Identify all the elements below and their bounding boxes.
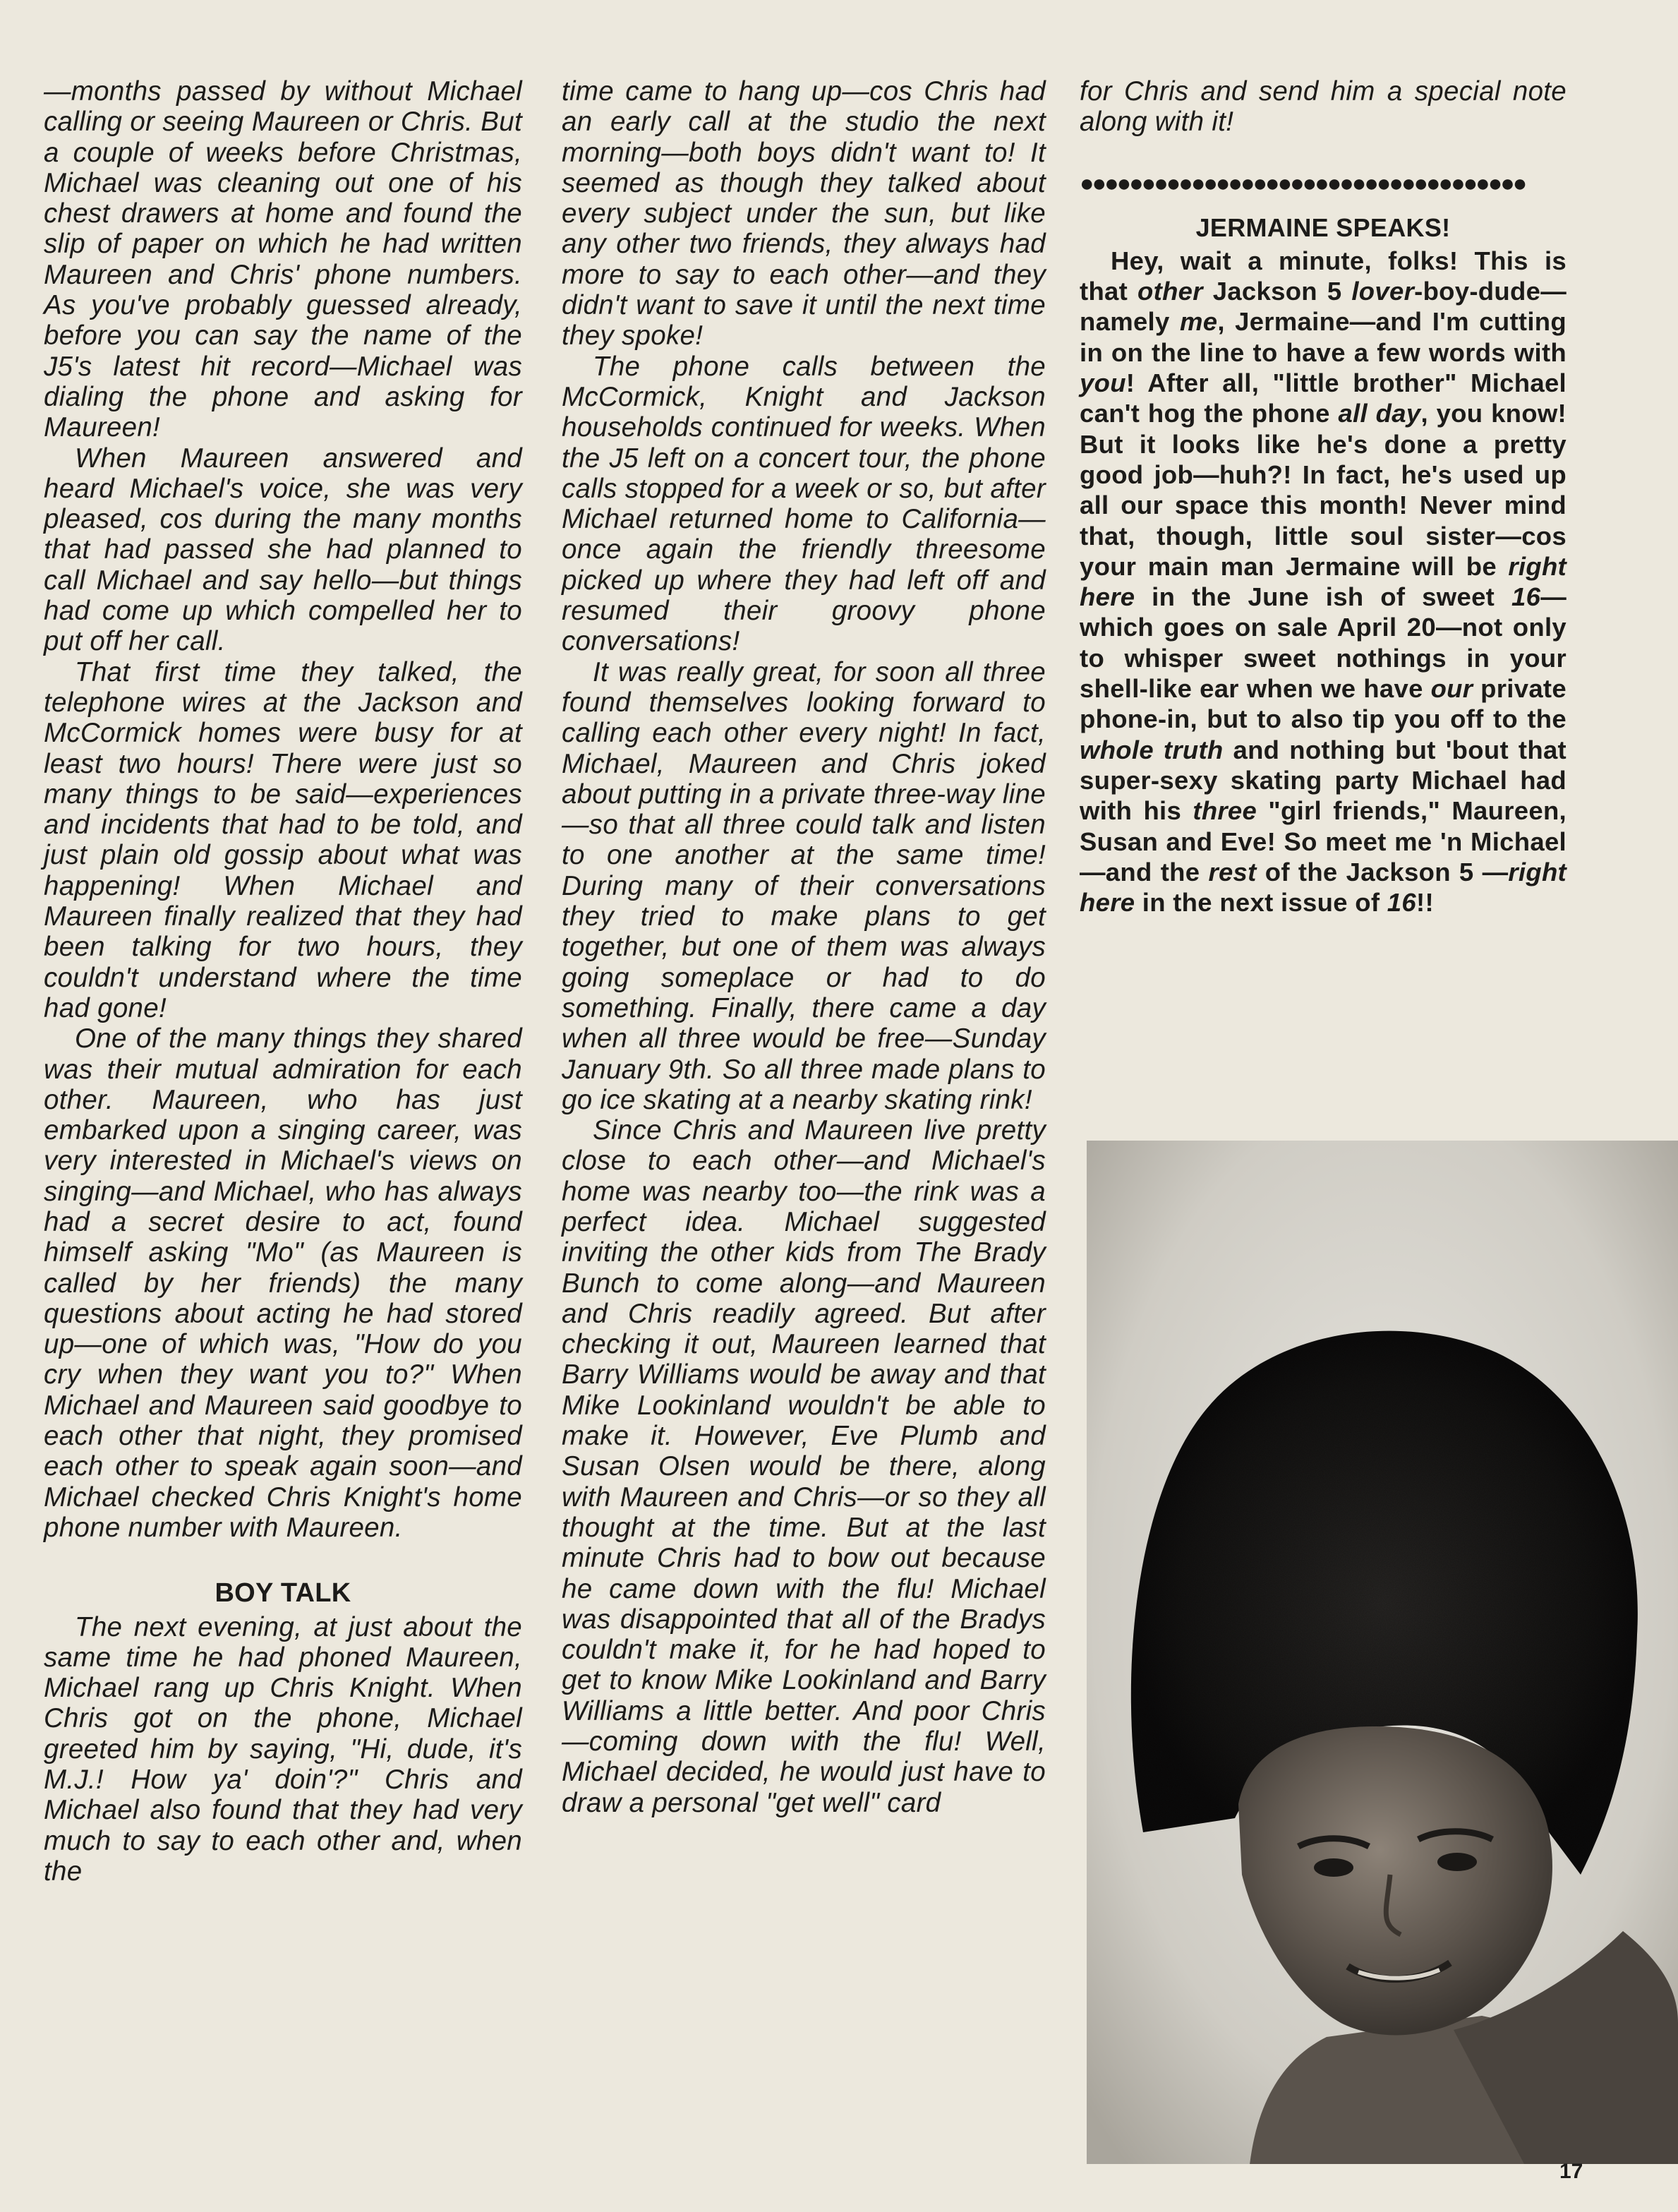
text-run: of the Jackson 5 — (1256, 857, 1509, 886)
article-paragraph: One of the many things they shared was their mutual admiration for each other. Maureen, who has just embarked upon a singing career, was very interested in Michael's views on singing—and Michael, who has always had a secret desire to act, found himself asking "Mo" (as Maureen is called by her friends) the many questions about acting he had stored up—one of which was, "How do you cry when they want you to?" When Michael and Maureen said goodbye to each other that night, they promised each other to speak again soon—and Michael checked Chris Knight's home phone number with Maureen. (44, 1023, 522, 1543)
article-paragraph: The next evening, at just about the same time he had phoned Maureen, Michael rang up Chris Knight. When Chris got on the phone, Michael greeted him by saying, "Hi, dude, it's M.J.! How ya' doin'?" Chris and Michael also found that they had very much to say to each other and, when the (44, 1611, 522, 1887)
emphasis-text: rest (1208, 857, 1257, 886)
emphasis-text: all day (1338, 399, 1421, 428)
article-paragraph: —months passed by without Michael calling or seeing Maureen or Chris. But a couple of weeks before Christmas, Michael was cleaning out one of his chest drawers at home and found the slip of paper on which he had written Maureen and Chris' phone numbers. As you've probably guessed already, before you can say the name of the J5's latest hit record—Michael was dialing the phone and asking for Maureen! (44, 76, 522, 443)
text-run: Jackson 5 (1202, 277, 1352, 306)
column-2-text (562, 76, 1046, 1818)
article-column-3 (1080, 76, 1567, 918)
article-column-1 (44, 76, 522, 1887)
text-run: in the next issue of (1135, 888, 1387, 918)
text-run: !! (1416, 888, 1434, 918)
article-column-2 (562, 76, 1046, 1818)
emphasis-text: three (1193, 796, 1257, 826)
text-run: -boy-dude—namely (1080, 277, 1567, 337)
dot-separator: ●●●●●●●●●●●●●●●●●●●●●●●●●●●●●●●●●●●● (1080, 174, 1526, 193)
portrait-illustration (1087, 1141, 1678, 2164)
column-1-text (44, 76, 522, 1887)
section-heading: BOY TALK (215, 1578, 351, 1609)
emphasis-text: our (1430, 674, 1473, 704)
jermaine-speaks-text (1080, 246, 1567, 918)
emphasis-text: whole truth (1080, 735, 1224, 764)
jermaine-speaks-heading: JERMAINE SPEAKS! (1195, 212, 1451, 242)
portrait-photo (1087, 1141, 1678, 2164)
text-run: private phone-in, but to also tip you off to the (1080, 674, 1567, 734)
article-paragraph: It was really great, for soon all three found themselves looking forward to calling each other every night! In fact, Michael, Maureen and Chris joked about putting in a private three-way line—so that all three could talk and listen to one another at the same time! During many of their conversations they tried to make plans to get together, but one of them was always going someplace or had to do something. Finally, there came a day when all three would be free—Sunday January 9th. So all three made plans to go ice skating at a nearby skating rink! (562, 656, 1046, 1115)
text-run: "girl friends," Maureen, Susan and Eve! So meet me 'n Michael —and the (1080, 796, 1567, 886)
column-3-lead: for Chris and send him a special note along with it! (1080, 76, 1567, 138)
text-run: Hey, wait a minute, folks! This is that (1080, 246, 1567, 306)
emphasis-text: right here (1080, 857, 1567, 918)
emphasis-text: right here (1080, 551, 1567, 612)
article-paragraph: Since Chris and Maureen live pretty close to each other—and Michael's home was nearby too—the rink was a perfect idea. Michael suggested inviting the other kids from The Brady Bunch to come along—and Maureen and Chris readily agreed. But after checking it out, Maureen learned that Barry Williams would be away and that Mike Lookinland wouldn't be able to make it. However, Eve Plumb and Susan Olsen would be there, along with Maureen and Chris—or so they all thought at the time. But at the last minute Chris had to bow out because he came down with the flu! Michael was disappointed that all of the Bradys couldn't make it, for he had hoped to get to know Mike Lookinland and Barry Williams a little better. And poor Chris—coming down with the flu! Well, Michael decided, he would just have to draw a personal "get well" card (562, 1115, 1046, 1818)
emphasis-text: 16 (1511, 582, 1541, 612)
page-number: 17 (1559, 2160, 1583, 2183)
article-paragraph: time came to hang up—cos Chris had an early call at the studio the next morning—both boys didn't want to! It seemed as though they talked about every subject under the sun, but like any other two friends, they always had more to say to each other—and they didn't want to save it until the next time they spoke! (562, 76, 1046, 351)
emphasis-text: lover (1351, 277, 1415, 306)
text-run: —which goes on sale April 20—not only to whisper sweet nothings in your shell-like ear when we have (1080, 582, 1567, 704)
emphasis-text: me (1179, 307, 1218, 337)
article-paragraph: When Maureen answered and heard Michael's voice, she was very pleased, cos during the many months that had passed she had planned to call Michael and say hello—but things had come up which compelled her to put off her call. (44, 443, 522, 657)
article-paragraph: The phone calls between the McCormick, Knight and Jackson households continued for weeks. When the J5 left on a concert tour, the phone calls stopped for a week or so, but after Michael returned home to California—once again the friendly threesome picked up where they had left off and resumed their groovy phone conversations! (562, 351, 1046, 657)
emphasis-text: you (1080, 368, 1126, 398)
emphasis-text: 16 (1387, 888, 1416, 918)
text-run: in the June ish of sweet (1135, 582, 1511, 612)
text-run: , Jermaine—and I'm cutting in on the line to have a few words with (1080, 307, 1567, 367)
article-paragraph: That first time they talked, the telephone wires at the Jackson and McCormick homes were busy for at least two hours! There were just so many things to be said—experiences and incidents that had to be told, and just plain old gossip about what was happening! When Michael and Maureen finally realized that they had been talking for two hours, they couldn't understand where the time had gone! (44, 656, 522, 1023)
text-run: , you know! But it looks like he's done a pretty good job—huh?! In fact, he's used up all our space this month! Never mind that, though, little soul sister—cos your main man Jermaine will be (1080, 399, 1567, 581)
text-run: ! After all, "little brother" Michael can't hog the phone (1080, 368, 1567, 428)
emphasis-text: other (1137, 277, 1203, 306)
text-run: and nothing but 'bout that super-sexy skating party Michael had with his (1080, 735, 1567, 826)
